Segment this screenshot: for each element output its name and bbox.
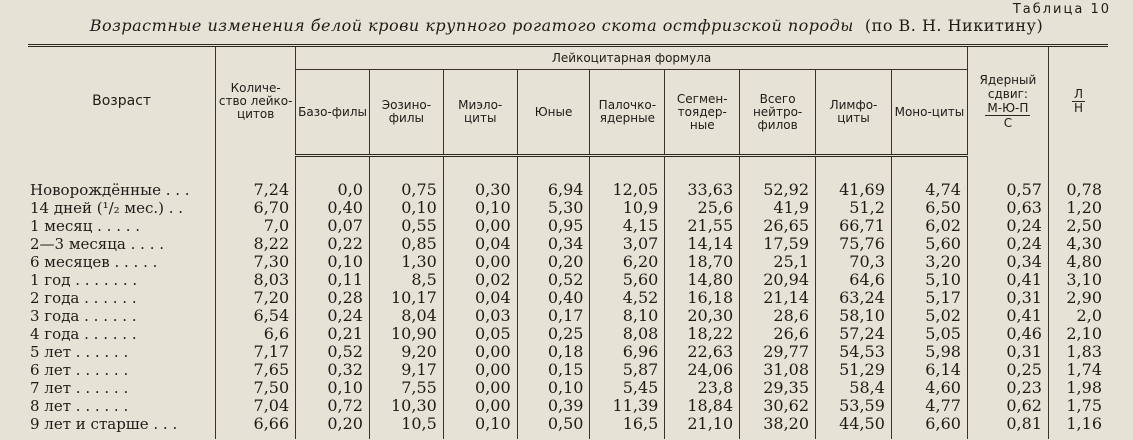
value-cell: 64,6: [816, 271, 892, 289]
spacer-row: [28, 156, 1108, 182]
table-number: Таблица 10: [1012, 2, 1111, 17]
value-cell: 3,07: [590, 235, 665, 253]
value-cell: 0,63: [967, 199, 1048, 217]
value-cell: 63,24: [816, 289, 892, 307]
value-cell: 44,50: [816, 415, 892, 439]
value-cell: 8,03: [216, 271, 296, 289]
value-cell: 58,4: [816, 379, 892, 397]
value-cell: 14,80: [665, 271, 740, 289]
header-col-1: Эозино-филы: [369, 70, 443, 156]
value-cell: 7,04: [216, 397, 296, 415]
value-cell: 0,18: [517, 343, 590, 361]
value-cell: 6,02: [891, 217, 967, 235]
value-cell: 4,60: [891, 379, 967, 397]
value-cell: 12,05: [590, 181, 665, 199]
header-ratio: [1048, 46, 1108, 156]
value-cell: 28,6: [740, 307, 816, 325]
value-cell: 5,30: [517, 199, 590, 217]
value-cell: 1,98: [1048, 379, 1108, 397]
value-cell: 6,60: [891, 415, 967, 439]
value-cell: 6,6: [216, 325, 296, 343]
age-cell: 14 дней (¹/₂ мес.) . .: [30, 199, 184, 217]
value-cell: 8,22: [216, 235, 296, 253]
value-cell: 25,6: [665, 199, 740, 217]
table-row: [28, 397, 1108, 415]
value-cell: 29,77: [740, 343, 816, 361]
table-row: [28, 307, 1108, 325]
value-cell: 1,83: [1048, 343, 1108, 361]
value-cell: 0,28: [296, 289, 370, 307]
value-cell: 21,55: [665, 217, 740, 235]
header-col-6: Всего нейтро-филов: [740, 70, 816, 156]
age-cell: 3 года . . . . . .: [30, 307, 137, 325]
value-cell: 23,8: [665, 379, 740, 397]
value-cell: 1,16: [1048, 415, 1108, 439]
value-cell: 20,30: [665, 307, 740, 325]
value-cell: 1,20: [1048, 199, 1108, 217]
value-cell: 26,65: [740, 217, 816, 235]
value-cell: 10,9: [590, 199, 665, 217]
value-cell: 41,9: [740, 199, 816, 217]
value-cell: 33,63: [665, 181, 740, 199]
header-col-7: Лимфо-циты: [816, 70, 892, 156]
value-cell: 4,52: [590, 289, 665, 307]
value-cell: 0,20: [296, 415, 370, 439]
header-col-8: Моно-циты: [891, 70, 967, 156]
value-cell: 10,17: [369, 289, 443, 307]
value-cell: 3,10: [1048, 271, 1108, 289]
header-col-0: Базо-филы: [296, 70, 370, 156]
age-cell: 8 лет . . . . . .: [30, 397, 129, 415]
age-cell: 1 год . . . . . . .: [30, 271, 138, 289]
value-cell: 0,30: [443, 181, 517, 199]
value-cell: 0,55: [369, 217, 443, 235]
value-cell: 18,70: [665, 253, 740, 271]
value-cell: 5,05: [891, 325, 967, 343]
value-cell: 6,54: [216, 307, 296, 325]
header-col-4: Палочко-ядерные: [590, 70, 665, 156]
value-cell: 31,08: [740, 361, 816, 379]
value-cell: 0,10: [443, 199, 517, 217]
value-cell: 0,40: [517, 289, 590, 307]
value-cell: 7,20: [216, 289, 296, 307]
value-cell: 0,72: [296, 397, 370, 415]
value-cell: 24,06: [665, 361, 740, 379]
value-cell: 0,34: [517, 235, 590, 253]
age-cell: 7 лет . . . . . .: [30, 379, 129, 397]
value-cell: 0,00: [443, 343, 517, 361]
table-caption: [0, 16, 1133, 35]
value-cell: 0,07: [296, 217, 370, 235]
value-cell: 0,32: [296, 361, 370, 379]
value-cell: 0,15: [517, 361, 590, 379]
value-cell: 4,80: [1048, 253, 1108, 271]
value-cell: 0,10: [296, 379, 370, 397]
value-cell: 0,25: [967, 361, 1048, 379]
value-cell: 10,5: [369, 415, 443, 439]
value-cell: 5,10: [891, 271, 967, 289]
value-cell: 25,1: [740, 253, 816, 271]
value-cell: 57,24: [816, 325, 892, 343]
table-row: [28, 235, 1108, 253]
value-cell: 0,23: [967, 379, 1048, 397]
value-cell: 5,98: [891, 343, 967, 361]
value-cell: 0,57: [967, 181, 1048, 199]
table-row: [28, 181, 1108, 199]
value-cell: 16,5: [590, 415, 665, 439]
value-cell: 17,59: [740, 235, 816, 253]
value-cell: 4,30: [1048, 235, 1108, 253]
value-cell: 0,50: [517, 415, 590, 439]
table-row: [28, 271, 1108, 289]
table-row: [28, 415, 1108, 439]
value-cell: 6,50: [891, 199, 967, 217]
shift-label: Ядерный сдвиг:: [979, 72, 1037, 101]
value-cell: 0,62: [967, 397, 1048, 415]
value-cell: 3,20: [891, 253, 967, 271]
value-cell: 6,96: [590, 343, 665, 361]
value-cell: 38,20: [740, 415, 816, 439]
value-cell: 0,00: [443, 379, 517, 397]
header-age: Возраст: [28, 46, 216, 156]
value-cell: 0,10: [369, 199, 443, 217]
value-cell: 0,46: [967, 325, 1048, 343]
ratio-fraction: [1072, 88, 1085, 115]
table-row: [28, 379, 1108, 397]
value-cell: 9,20: [369, 343, 443, 361]
value-cell: 0,31: [967, 289, 1048, 307]
value-cell: 0,00: [443, 217, 517, 235]
header-count: Количе-ство лейко-цитов: [216, 46, 296, 156]
age-cell: 1 месяц . . . . .: [30, 217, 141, 235]
value-cell: 0,24: [967, 217, 1048, 235]
value-cell: 0,81: [967, 415, 1048, 439]
header-formula: Лейкоцитарная формула: [296, 46, 968, 70]
age-cell: 2—3 месяца . . . .: [30, 235, 164, 253]
value-cell: 1,75: [1048, 397, 1108, 415]
value-cell: 0,22: [296, 235, 370, 253]
value-cell: 11,39: [590, 397, 665, 415]
value-cell: 0,21: [296, 325, 370, 343]
value-cell: 7,24: [216, 181, 296, 199]
value-cell: 8,08: [590, 325, 665, 343]
shift-fraction: [985, 101, 1030, 130]
value-cell: 2,90: [1048, 289, 1108, 307]
value-cell: 70,3: [816, 253, 892, 271]
value-cell: 0,05: [443, 325, 517, 343]
age-cell: 5 лет . . . . . .: [30, 343, 129, 361]
value-cell: 5,17: [891, 289, 967, 307]
value-cell: 5,02: [891, 307, 967, 325]
value-cell: 4,77: [891, 397, 967, 415]
value-cell: 10,90: [369, 325, 443, 343]
value-cell: 8,10: [590, 307, 665, 325]
value-cell: 0,41: [967, 307, 1048, 325]
value-cell: 54,53: [816, 343, 892, 361]
value-cell: 0,41: [967, 271, 1048, 289]
value-cell: 0,75: [369, 181, 443, 199]
value-cell: 52,92: [740, 181, 816, 199]
value-cell: 9,17: [369, 361, 443, 379]
value-cell: 0,10: [517, 379, 590, 397]
value-cell: 0,52: [517, 271, 590, 289]
value-cell: 58,10: [816, 307, 892, 325]
value-cell: 0,39: [517, 397, 590, 415]
value-cell: 8,5: [369, 271, 443, 289]
value-cell: 10,30: [369, 397, 443, 415]
value-cell: 0,25: [517, 325, 590, 343]
value-cell: 0,52: [296, 343, 370, 361]
value-cell: 0,40: [296, 199, 370, 217]
value-cell: 0,04: [443, 235, 517, 253]
value-cell: 0,00: [443, 253, 517, 271]
value-cell: 0,78: [1048, 181, 1108, 199]
value-cell: 6,20: [590, 253, 665, 271]
value-cell: 7,0: [216, 217, 296, 235]
table-row: [28, 325, 1108, 343]
value-cell: 4,74: [891, 181, 967, 199]
table-row: [28, 361, 1108, 379]
value-cell: 0,00: [443, 361, 517, 379]
value-cell: 21,10: [665, 415, 740, 439]
value-cell: 0,24: [296, 307, 370, 325]
value-cell: 7,65: [216, 361, 296, 379]
value-cell: 5,45: [590, 379, 665, 397]
value-cell: 7,50: [216, 379, 296, 397]
value-cell: 5,60: [590, 271, 665, 289]
value-cell: 8,04: [369, 307, 443, 325]
header-col-5: Сегмен-тоядер-ные: [665, 70, 740, 156]
value-cell: 7,55: [369, 379, 443, 397]
value-cell: 0,10: [443, 415, 517, 439]
value-cell: 7,30: [216, 253, 296, 271]
value-cell: 0,00: [443, 397, 517, 415]
leukocyte-table: [28, 44, 1108, 439]
value-cell: 6,66: [216, 415, 296, 439]
age-cell: 2 года . . . . . .: [30, 289, 137, 307]
value-cell: 0,02: [443, 271, 517, 289]
value-cell: 66,71: [816, 217, 892, 235]
value-cell: 53,59: [816, 397, 892, 415]
table-row: [28, 199, 1108, 217]
value-cell: 0,24: [967, 235, 1048, 253]
table-row: [28, 289, 1108, 307]
value-cell: 1,30: [369, 253, 443, 271]
value-cell: 0,17: [517, 307, 590, 325]
value-cell: 75,76: [816, 235, 892, 253]
value-cell: 18,84: [665, 397, 740, 415]
value-cell: 29,35: [740, 379, 816, 397]
value-cell: 30,62: [740, 397, 816, 415]
value-cell: 5,87: [590, 361, 665, 379]
value-cell: 7,17: [216, 343, 296, 361]
value-cell: 21,14: [740, 289, 816, 307]
header-nuclear-shift: [967, 46, 1048, 156]
value-cell: 0,0: [296, 181, 370, 199]
value-cell: 41,69: [816, 181, 892, 199]
age-cell: 6 месяцев . . . . .: [30, 253, 158, 271]
value-cell: 26,6: [740, 325, 816, 343]
value-cell: 16,18: [665, 289, 740, 307]
age-cell: 9 лет и старше . . .: [30, 415, 178, 433]
value-cell: 0,03: [443, 307, 517, 325]
value-cell: 6,14: [891, 361, 967, 379]
value-cell: 0,04: [443, 289, 517, 307]
value-cell: 0,31: [967, 343, 1048, 361]
header-col-3: Юные: [517, 70, 590, 156]
shift-numerator: М-Ю-П: [987, 100, 1029, 115]
ratio-denominator: Н: [1073, 100, 1083, 115]
caption-source: (по В. Н. Никитину): [864, 16, 1044, 35]
value-cell: 5,60: [891, 235, 967, 253]
header-col-2: Миэло-циты: [443, 70, 517, 156]
value-cell: 0,20: [517, 253, 590, 271]
value-cell: 20,94: [740, 271, 816, 289]
value-cell: 4,15: [590, 217, 665, 235]
value-cell: 51,2: [816, 199, 892, 217]
value-cell: 18,22: [665, 325, 740, 343]
ratio-numerator: Л: [1073, 86, 1083, 101]
shift-denominator: С: [1003, 115, 1013, 130]
value-cell: 0,11: [296, 271, 370, 289]
caption-title: Возрастные изменения белой крови крупного рогатого скота остфризской породы: [89, 16, 854, 35]
value-cell: 2,50: [1048, 217, 1108, 235]
value-cell: 2,0: [1048, 307, 1108, 325]
value-cell: 0,85: [369, 235, 443, 253]
table-row: [28, 343, 1108, 361]
age-cell: 6 лет . . . . . .: [30, 361, 129, 379]
value-cell: 14,14: [665, 235, 740, 253]
age-cell: Новорождённые . . .: [30, 181, 190, 199]
value-cell: 0,95: [517, 217, 590, 235]
table-row: [28, 217, 1108, 235]
value-cell: 1,74: [1048, 361, 1108, 379]
value-cell: 22,63: [665, 343, 740, 361]
table-row: [28, 253, 1108, 271]
value-cell: 2,10: [1048, 325, 1108, 343]
value-cell: 51,29: [816, 361, 892, 379]
age-cell: 4 года . . . . . .: [30, 325, 137, 343]
value-cell: 6,94: [517, 181, 590, 199]
value-cell: 0,34: [967, 253, 1048, 271]
value-cell: 0,10: [296, 253, 370, 271]
value-cell: 6,70: [216, 199, 296, 217]
